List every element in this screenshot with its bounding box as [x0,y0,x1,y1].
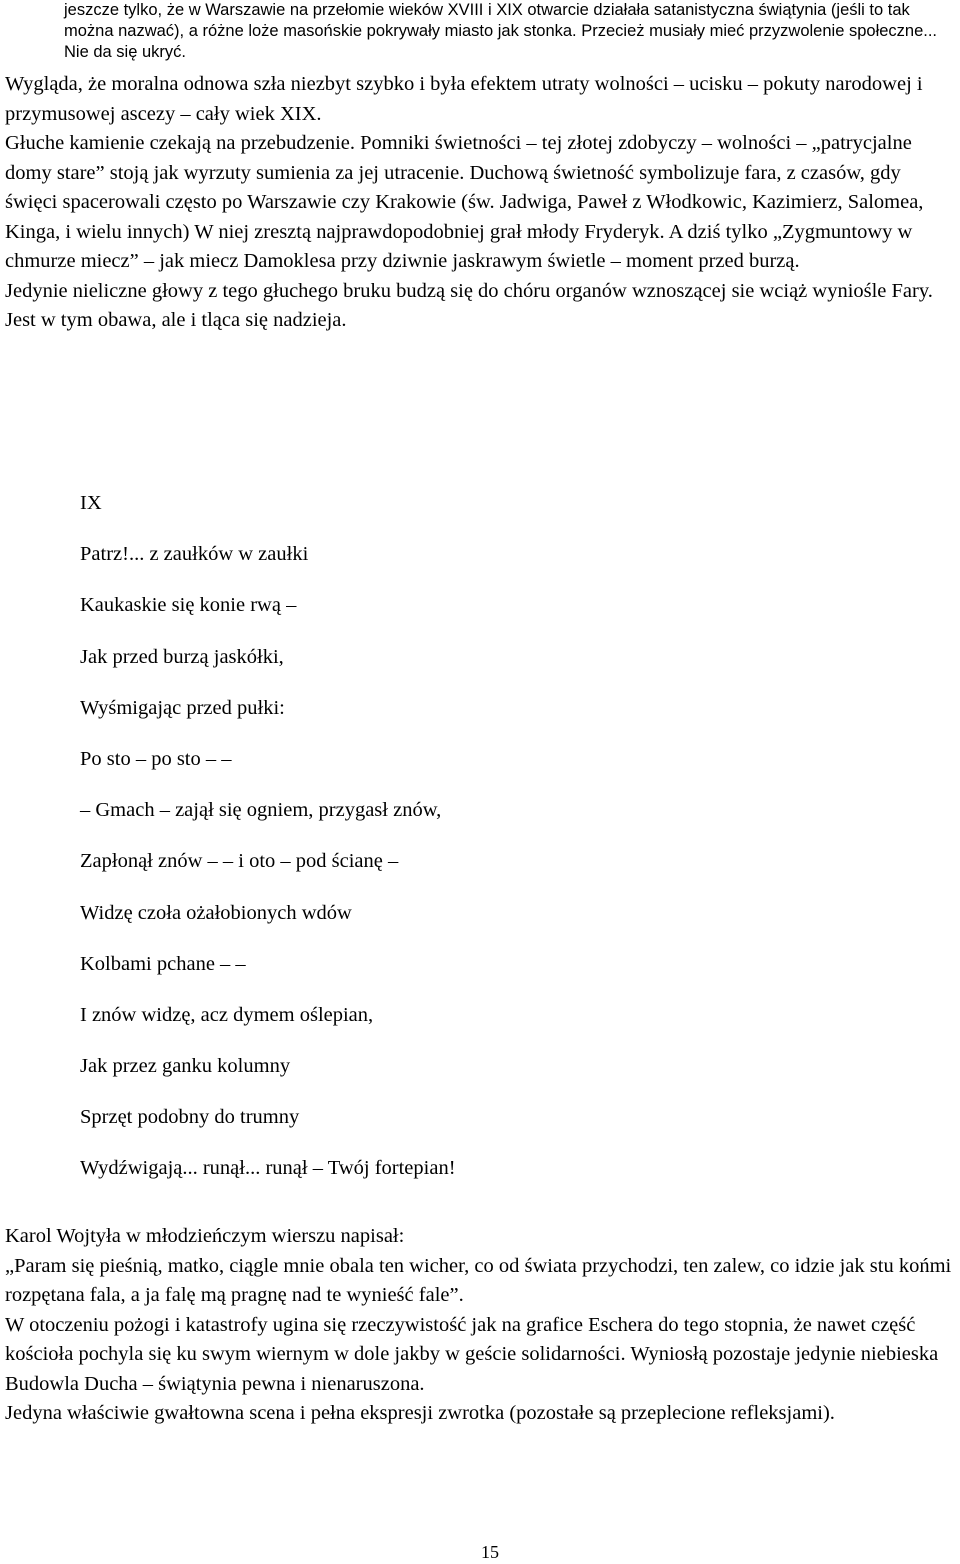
poem-line: – Gmach – zajął się ogniem, przygasł znów, [80,799,442,822]
poem [80,488,920,1205]
poem-line: Kolbami pchane – – [80,952,246,975]
poem-number: IX [80,492,102,514]
poem-line: Kaukaskie się konie rwą – [80,594,297,617]
commentary-before-poem [5,70,955,336]
intro-paragraph-block [64,0,944,63]
poem-line: I znów widzę, acz dymem oślepian, [80,1003,374,1026]
poem-line: Po sto – po sto – – [80,747,232,770]
poem-line: Wydźwigają... runął... runął – Twój fortepian! [80,1157,456,1180]
quote-paragraph: „Param się pieśnią, matko, ciągle mnie obala ten wicher, co od świata przychodzi, ten zalew, co idzie jak stu końmi rozpętana fala, a ja falę mą pragnę nad te wynieść fale”. [5,1254,952,1306]
paragraph: Karol Wojtyła w młodzieńczym wierszu napisał: [5,1225,405,1247]
poem-line: Patrz!... z zaułków w zaułki [80,543,309,566]
paragraph: Wygląda, że moralna odnowa szła niezbyt szybko i była efektem utraty wolności – ucisku – pokuty narodowej i przymusowej ascezy – cały wiek XIX. [5,73,923,125]
page-number: 15 [481,1542,499,1562]
paragraph: Jedynie nieliczne głowy z tego głuchego bruku budzą się do chóru organów wznoszącej sie wciąż wyniośle Fary. Jest w tym obawa, ale i tląca się nadzieja. [5,279,933,331]
intro-paragraph: jeszcze tylko, że w Warszawie na przełomie wieków XVIII i XIX otwarcie działała satanistyczna świątynia (jeśli to tak można nazwać), a różne loże masońskie pokrywały miasto jak stonka. Przecież musiały mieć przyzwolenie społeczne... Nie da się ukryć. [64,1,938,61]
poem-line: Zapłonął znów – – i oto – pod ścianę – [80,850,399,873]
poem-line: Jak przez ganku kolumny [80,1055,291,1078]
poem-line: Sprzęt podobny do trumny [80,1106,300,1129]
paragraph: Jedyna właściwie gwałtowna scena i pełna ekspresji zwrotka (pozostałe są przeplecione refleksjami). [5,1402,835,1424]
commentary-after-poem [5,1222,955,1429]
poem-line: Widzę czoła ożałobionych wdów [80,901,352,924]
paragraph: Głuche kamienie czekają na przebudzenie. Pomniki świetności – tej złotej zdobyczy – wolności – „patrycjalne domy stare” stoją jak wyrzuty sumienia za jej utracenie. Duchową świetność symbolizuje fara, z czasów, gdy święci spacerowali często po Warszawie czy Krakowie (św. Jadwiga, Paweł z Włodkowic, Kazimierz, Salomea, Kinga, i wielu innych) W niej zresztą najprawdopodobniej grał młody Fryderyk. A dziś tylko „Zygmuntowy w chmurze miecz” – jak miecz Damoklesa przy dziwnie jaskrawym świetle – moment przed burzą. [5,132,924,272]
paragraph: W otoczeniu pożogi i katastrofy ugina się rzeczywistość jak na grafice Eschera do tego stopnia, że nawet część kościoła pochyla się ku swym wiernym w dole jakby w geście solidarności. Wyniosłą pozostaje jedynie niebieska Budowla Ducha – świątynia pewna i nienaruszona. [5,1313,939,1395]
poem-line: Wyśmigając przed pułki: [80,696,285,719]
poem-line: Jak przed burzą jaskółki, [80,645,284,668]
